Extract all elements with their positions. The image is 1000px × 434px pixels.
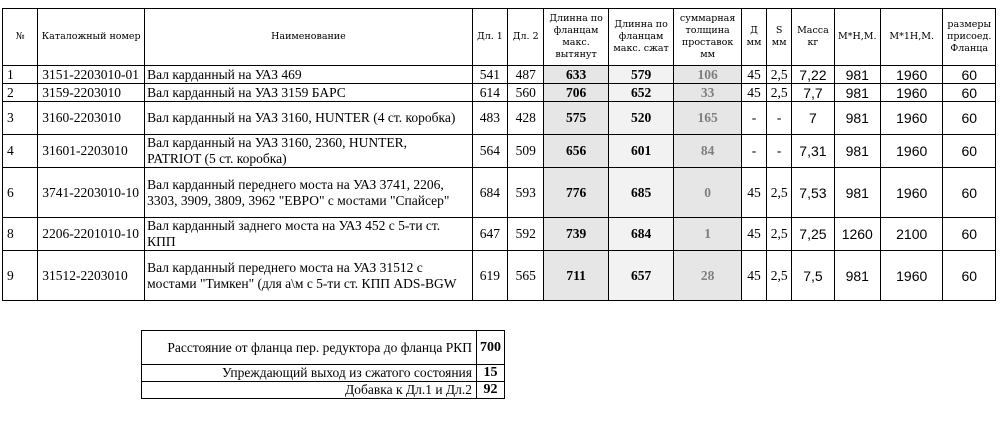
name-line: Вал карданный на УАЗ 3160, HUNTER (4 ст. коробка) — [147, 110, 456, 125]
cell-spacer-thickness: 33 — [674, 84, 742, 102]
cell-dl2: 487 — [508, 66, 544, 84]
header-d: Д мм — [741, 9, 766, 66]
cell-s: 2,5 — [767, 168, 792, 218]
cell-dl2: 428 — [508, 102, 544, 135]
name-line: Вал карданный переднего моста на УАЗ 3741, 2206, — [147, 176, 444, 192]
name-line: Вал карданный на УАЗ 3159 БАРС — [147, 84, 346, 100]
name-line: КПП — [147, 234, 176, 249]
cell-mass: 7,53 — [792, 168, 834, 218]
shaft-info-table — [141, 330, 505, 399]
header-s: S мм — [767, 9, 792, 66]
cell-catalog-number: 31601-2203010 — [38, 135, 145, 168]
cell-d: 45 — [741, 84, 766, 102]
table-row — [3, 251, 996, 301]
cell-name — [145, 168, 473, 218]
name-line: 3303, 3909, 3809, 3962 "ЕВРО" с мостами "Спайсер" — [147, 192, 450, 208]
cell-name — [145, 135, 473, 168]
cardan-shaft-table — [2, 8, 996, 301]
cell-flange-size: 60 — [943, 135, 996, 168]
cell-num: 6 — [3, 168, 38, 218]
header-dl1: Дл. 1 — [472, 9, 507, 66]
cell-dl1: 614 — [472, 84, 507, 102]
cell-catalog-number: 2206-2201010-10 — [38, 218, 145, 251]
header-length-extended: Длинна по фланцам макс. вытянут — [544, 9, 609, 66]
info-row — [142, 331, 505, 365]
cell-dl1: 647 — [472, 218, 507, 251]
cell-torque: 981 — [834, 102, 880, 135]
cell-d: 45 — [741, 66, 766, 84]
cell-s: 2,5 — [767, 251, 792, 301]
cell-torque-max: 1960 — [880, 168, 943, 218]
cell-mass: 7,7 — [792, 84, 834, 102]
info-value: 700 — [477, 331, 505, 365]
table-row — [3, 84, 996, 102]
cell-torque: 981 — [834, 251, 880, 301]
cell-torque: 1260 — [834, 218, 880, 251]
cell-name — [145, 66, 473, 84]
cell-s: 2,5 — [767, 66, 792, 84]
cell-dl2: 565 — [508, 251, 544, 301]
cell-name — [145, 102, 473, 135]
header-dl2: Дл. 2 — [508, 9, 544, 66]
cell-num: 2 — [3, 84, 38, 102]
cell-length-compressed: 657 — [608, 251, 674, 301]
table-row — [3, 66, 996, 84]
cell-spacer-thickness: 0 — [674, 168, 742, 218]
cell-catalog-number: 3159-2203010 — [38, 84, 145, 102]
cell-name — [145, 84, 473, 102]
name-line: мостами "Тимкен" (для а\м с 5-ти ст. КПП ADS-BGW — [147, 275, 457, 291]
cell-num: 9 — [3, 251, 38, 301]
cell-flange-size: 60 — [943, 102, 996, 135]
cell-catalog-number: 3160-2203010 — [38, 102, 145, 135]
cell-mass: 7,5 — [792, 251, 834, 301]
cell-d: 45 — [741, 168, 766, 218]
cell-length-extended: 706 — [544, 84, 609, 102]
header-flange-size: размеры присоед. Фланца — [943, 9, 996, 66]
cell-name — [145, 218, 473, 251]
cell-torque: 981 — [834, 66, 880, 84]
cell-length-extended: 711 — [544, 251, 609, 301]
cell-num: 3 — [3, 102, 38, 135]
info-label: Добавка к Дл.1 и Дл.2 — [142, 382, 477, 399]
table-row — [3, 218, 996, 251]
table-row — [3, 102, 996, 135]
cell-length-extended: 575 — [544, 102, 609, 135]
cell-length-compressed: 684 — [608, 218, 674, 251]
cell-s: 2,5 — [767, 218, 792, 251]
cell-spacer-thickness: 28 — [674, 251, 742, 301]
cell-mass: 7,25 — [792, 218, 834, 251]
cell-name — [145, 251, 473, 301]
cell-dl1: 483 — [472, 102, 507, 135]
cell-num: 8 — [3, 218, 38, 251]
cell-d: 45 — [741, 218, 766, 251]
name-line: Вал карданный на УАЗ 3160, 2360, HUNTER, — [147, 135, 408, 150]
cell-dl1: 684 — [472, 168, 507, 218]
cell-dl1: 619 — [472, 251, 507, 301]
info-row — [142, 365, 505, 382]
cell-d: 45 — [741, 251, 766, 301]
cell-torque-max: 1960 — [880, 66, 943, 84]
cell-torque: 981 — [834, 135, 880, 168]
cell-flange-size: 60 — [943, 251, 996, 301]
cell-d: - — [741, 135, 766, 168]
header-torque: М*Н,М. — [834, 9, 880, 66]
cell-dl2: 560 — [508, 84, 544, 102]
cell-torque-max: 1960 — [880, 251, 943, 301]
cell-s: 2,5 — [767, 84, 792, 102]
header-mass: Масса кг — [792, 9, 834, 66]
cell-torque-max: 1960 — [880, 102, 943, 135]
cell-length-extended: 776 — [544, 168, 609, 218]
cell-mass: 7,31 — [792, 135, 834, 168]
info-value: 15 — [477, 365, 505, 382]
cell-flange-size: 60 — [943, 66, 996, 84]
cell-mass: 7,22 — [792, 66, 834, 84]
header-catalog-number: Каталожный номер — [38, 9, 145, 66]
cell-length-extended: 633 — [544, 66, 609, 84]
header-length-compressed: Длинна по фланцам макс. сжат — [608, 9, 674, 66]
cell-length-compressed: 601 — [608, 135, 674, 168]
cell-flange-size: 60 — [943, 168, 996, 218]
table-row — [3, 135, 996, 168]
header-name: Наименование — [145, 9, 473, 66]
cell-catalog-number: 3741-2203010-10 — [38, 168, 145, 218]
cell-flange-size: 60 — [943, 218, 996, 251]
cell-length-compressed: 579 — [608, 66, 674, 84]
info-row — [142, 382, 505, 399]
cell-s: - — [767, 135, 792, 168]
header-torque-max: М*1Н,М. — [880, 9, 943, 66]
cell-torque-max: 2100 — [880, 218, 943, 251]
cell-spacer-thickness: 84 — [674, 135, 742, 168]
cell-dl1: 564 — [472, 135, 507, 168]
cell-length-extended: 656 — [544, 135, 609, 168]
table-row — [3, 168, 996, 218]
cell-num: 1 — [3, 66, 38, 84]
info-value: 92 — [477, 382, 505, 399]
header-row — [3, 9, 996, 66]
cell-spacer-thickness: 106 — [674, 66, 742, 84]
info-label: Упреждающий выход из сжатого состояния — [142, 365, 477, 382]
cell-length-compressed: 520 — [608, 102, 674, 135]
cell-catalog-number: 31512-2203010 — [38, 251, 145, 301]
header-spacer-thickness: суммарная толщина проставок мм — [674, 9, 742, 66]
cell-dl2: 592 — [508, 218, 544, 251]
cell-length-compressed: 652 — [608, 84, 674, 102]
cell-num: 4 — [3, 135, 38, 168]
cell-torque: 981 — [834, 168, 880, 218]
cell-dl2: 593 — [508, 168, 544, 218]
name-line: Вал карданный на УАЗ 469 — [147, 66, 302, 82]
name-line: Вал карданный переднего моста на УАЗ 31512 с — [147, 259, 423, 275]
cell-spacer-thickness: 165 — [674, 102, 742, 135]
cell-mass: 7 — [792, 102, 834, 135]
cell-torque: 981 — [834, 84, 880, 102]
cell-length-compressed: 685 — [608, 168, 674, 218]
cell-spacer-thickness: 1 — [674, 218, 742, 251]
cell-length-extended: 739 — [544, 218, 609, 251]
cell-d: - — [741, 102, 766, 135]
name-line: PATRIOT (5 ст. коробка) — [147, 151, 287, 166]
cell-torque-max: 1960 — [880, 84, 943, 102]
cell-flange-size: 60 — [943, 84, 996, 102]
info-label: Расстояние от фланца пер. редуктора до фланца РКП — [142, 331, 477, 365]
cell-dl1: 541 — [472, 66, 507, 84]
cell-s: - — [767, 102, 792, 135]
cell-catalog-number: 3151-2203010-01 — [38, 66, 145, 84]
name-line: Вал карданный заднего моста на УАЗ 452 с 5-ти ст. — [147, 218, 441, 233]
header-num: № — [3, 9, 38, 66]
cell-dl2: 509 — [508, 135, 544, 168]
cell-torque-max: 1960 — [880, 135, 943, 168]
